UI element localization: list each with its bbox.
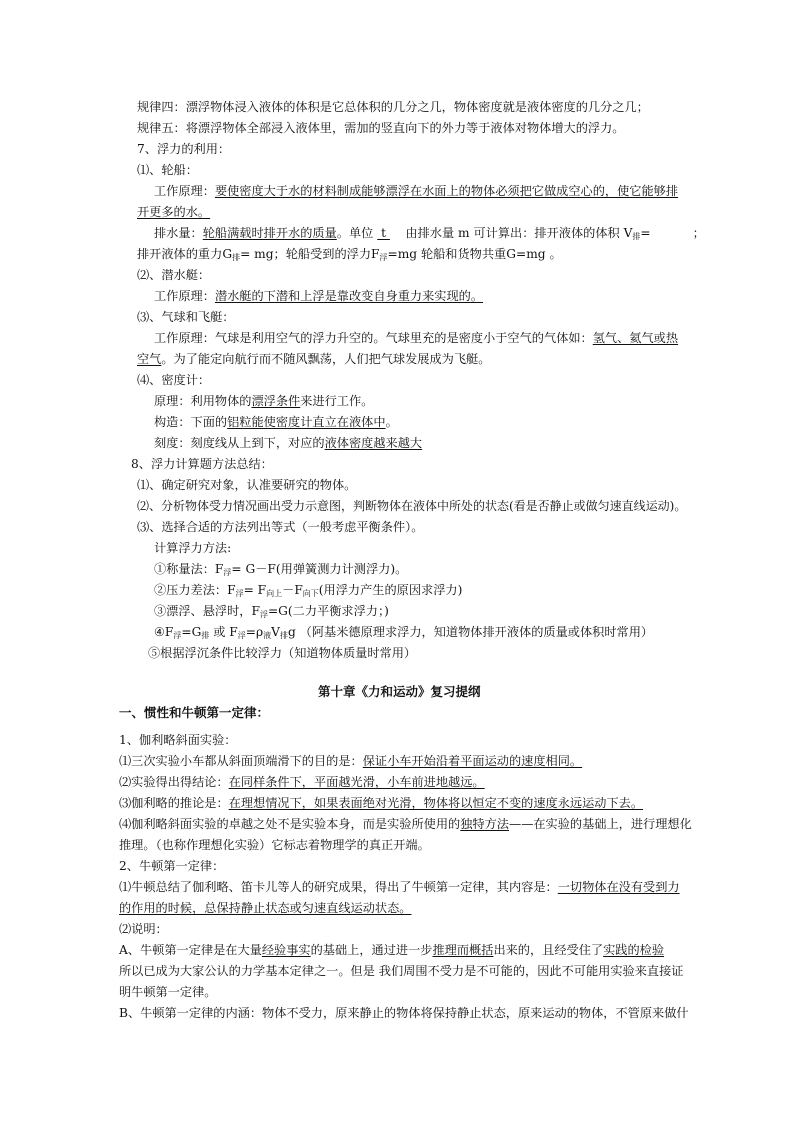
section-8-heading: 8、浮力计算题方法总结： <box>131 457 273 471</box>
ship-principle-cont: 开更多的水。 <box>137 205 211 219</box>
method-floating: ③漂浮、悬浮时，$F_浮=G$(二力平衡求浮力；) <box>154 604 389 619</box>
ship-principle: 工作原理：要使密度大于水的材料制成能够漂浮在水面上的物体必须把它做成空心的，使它能够排 <box>154 184 679 198</box>
balloon-principle: 工作原理：气球是利用空气的浮力升空的。气球里充的是密度小于空气的气体如：氢气、氦气或热 <box>154 331 679 345</box>
balloon-principle-cont: 空气。为了能定向航行而不随风飘荡，人们把气球发展成为飞艇。 <box>137 352 491 366</box>
newton-heading: 2、牛顿第一定律： <box>119 859 225 873</box>
method-step-3: ⑶、选择合适的方法列出等式（一般考虑平衡条件）。 <box>137 520 424 534</box>
method-step-2: ⑵、分析物体受力情况画出受力示意图，判断物体在液体中所处的状态(看是否静止或做匀速直线运动)。 <box>137 499 687 513</box>
displacement-line-2: 排开液体的重力$G_排=$ mg；轮船受到的浮力$F_浮=mg$ 轮船和货物共重G=mg 。 <box>137 247 562 262</box>
newton-notes-heading: ⑵说明： <box>119 922 168 936</box>
section-inertia-heading: 一、惯性和牛顿第一定律： <box>119 705 270 720</box>
method-archimedes: $④F_浮=G_排$ 或 $F_浮=\rho_液V_排g$ （阿基米德原理求浮力，知道物体排开液体的质量或体积时常用） <box>154 625 654 640</box>
newton-content-cont: 的作用的时候，总保持静止状态或匀速直线运动状态。 <box>119 901 412 915</box>
newton-note-b: B、牛顿第一定律的内涵：物体不受力，原来静止的物体将保持静止状态，原来运动的物体，不管原来做什 <box>119 1006 689 1020</box>
galileo-heading: 1、伽利略斜面实验： <box>119 733 237 747</box>
hydrometer-heading: ⑷、密度计： <box>137 373 211 387</box>
method-weighing: ①称量法：$F_浮= G-F$(用弹簧测力计测浮力)。 <box>154 562 408 577</box>
hydrometer-structure: 构造：下面的铝粒能使密度计直立在液体中。 <box>154 415 398 429</box>
displacement-line: 排水量：轮船满载时排开水的质量。单位 t 由排水量 m 可计算出：排开液体的体积 $V_排=$ ； <box>154 226 705 241</box>
galileo-significance-cont: 推理。（也称作理想化实验）它标志着物理学的真正开端。 <box>119 838 430 852</box>
newton-content: ⑴牛顿总结了伽利略、笛卡儿等人的研究成果，得出了牛顿第一定律，其内容是：一切物体在没有受到力 <box>119 880 680 894</box>
chapter-title: 第十章《力和运动》复习提纲 <box>318 684 481 699</box>
balloon-heading: ⑶、气球和飞艇： <box>137 310 235 324</box>
method-sink-float: ⑤根据浮沉条件比较浮力（知道物体质量时常用） <box>148 646 417 660</box>
rule-five: 规律五：将漂浮物体全部浸入液体里，需加的竖直向下的外力等于液体对物体增大的浮力。 <box>137 121 625 135</box>
hydrometer-scale: 刻度：刻度线从上到下，对应的液体密度越来越大 <box>154 436 423 450</box>
newton-note-a: A、牛顿第一定律是在大量经验事实的基础上，通过进一步推理而概括出来的，且经受住了实践的检验 <box>119 943 665 957</box>
method-pressure-diff: ②压力差法：$F_浮= F_{向上}-F_{向下}$(用浮力产生的原因求浮力) <box>154 583 463 598</box>
buoyancy-methods-title: 计算浮力方法: <box>154 541 232 555</box>
newton-note-a-cont2: 明牛顿第一定律。 <box>119 985 217 999</box>
galileo-purpose: ⑴三次实验小车都从斜面顶端滑下的目的是：保证小车开始沿着平面运动的速度相同。 <box>119 754 583 768</box>
submarine-principle: 工作原理：潜水艇的下潜和上浮是靠改变自身重力来实现的。 <box>154 289 484 303</box>
rule-four: 规律四：漂浮物体浸入液体的体积是它总体积的几分之几，物体密度就是液体密度的几分之几； <box>137 100 649 114</box>
submarine-heading: ⑵、潜水艇： <box>137 268 211 282</box>
section-7-heading: 7、浮力的利用： <box>137 142 231 156</box>
hydrometer-principle: 原理：利用物体的漂浮条件来进行工作。 <box>154 394 374 408</box>
ship-heading: ⑴、轮船： <box>137 163 198 177</box>
galileo-inference: ⑶伽利略的推论是：在理想情况下，如果表面绝对光滑，物体将以恒定不变的速度永远运动下去。 <box>119 796 644 810</box>
newton-note-a-cont: 所以已成为大家公认的力学基本定律之一。但是 我们周围不受力是不可能的，因此不可能用实验来直接证 <box>119 964 684 978</box>
galileo-significance: ⑷伽利略斜面实验的卓越之处不是实验本身，而是实验所使用的独特方法——在实验的基础上，进行理想化 <box>119 817 692 831</box>
galileo-conclusion: ⑵实验得出得结论：在同样条件下，平面越光滑，小车前进地越远。 <box>119 775 485 789</box>
method-step-1: ⑴、确定研究对象，认准要研究的物体。 <box>137 478 357 492</box>
